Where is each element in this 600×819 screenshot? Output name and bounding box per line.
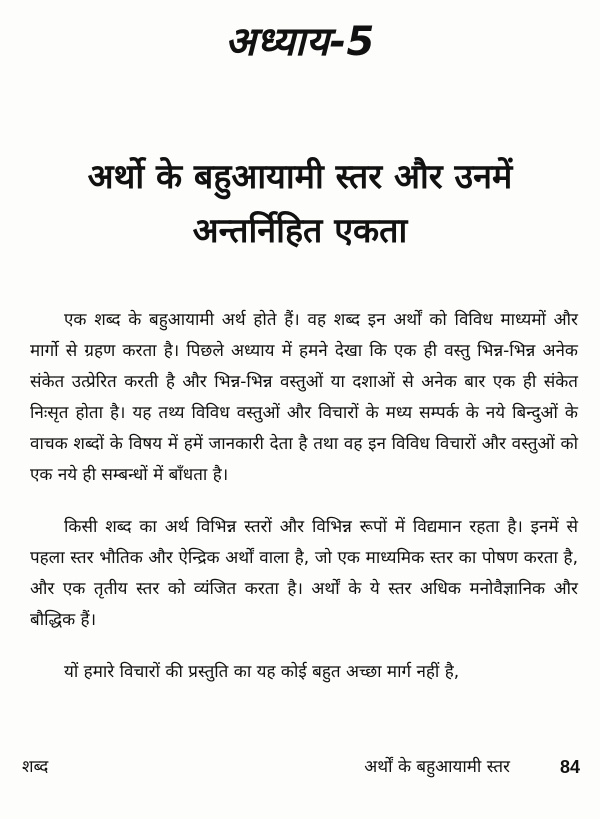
page-footer xyxy=(22,752,580,782)
chapter-label: अध्याय-5 xyxy=(225,19,375,65)
paragraph: एक शब्द के बहुआयामी अर्थ होते हैं। वह शब्द इन अर्थों को विविध माध्यमों और मार्गो से ग्रहण करता है। पिछले अध्याय में हमने देखा कि एक ही वस्तु भिन्न-भिन्न अनेक संकेत उत्प्रेरित करती है और भिन्न-भिन्न वस्तुओं या दशाओं से अनेक बार एक ही संकेत निःसृत होता है। यह तथ्य विविध वस्तुओं और विचारों के मध्य सम्पर्क के नये बिन्दुओं के वाचक शब्दों के विषय में हमें जानकारी देता है तथा वह इन विविध विचारों और वस्तुओं को एक नये ही सम्बन्धों में बाँधता है। xyxy=(30,310,578,485)
chapter-title-line-2: अन्तर्निहित एकता xyxy=(192,211,408,251)
footer-book-title: शब्द xyxy=(22,757,49,777)
footer-running-title: अर्थों के बहुआयामी स्तर xyxy=(364,757,510,777)
paragraph: किसी शब्द का अर्थ विभिन्न स्तरों और विभिन्न रूपों में विद्यमान रहता है। इनमें से पहला स्तर भौतिक और ऐन्द्रिक अर्थों वाला है, जो एक माध्यमिक स्तर का पोषण करता है, और एक तृतीय स्तर को व्यंजित करता है। अर्थों के ये स्तर अधिक मनोवैज्ञानिक और बौद्धिक हैं। xyxy=(30,517,578,630)
page-number: 84 xyxy=(559,757,580,777)
paragraph: यों हमारे विचारों की प्रस्तुति का यह कोई बहुत अच्छा मार्ग नहीं है, xyxy=(64,662,460,682)
body-text xyxy=(30,305,578,709)
chapter-title xyxy=(40,150,560,258)
chapter-title-line-1: अर्थो के बहुआयामी स्तर और उनमें xyxy=(87,157,513,197)
